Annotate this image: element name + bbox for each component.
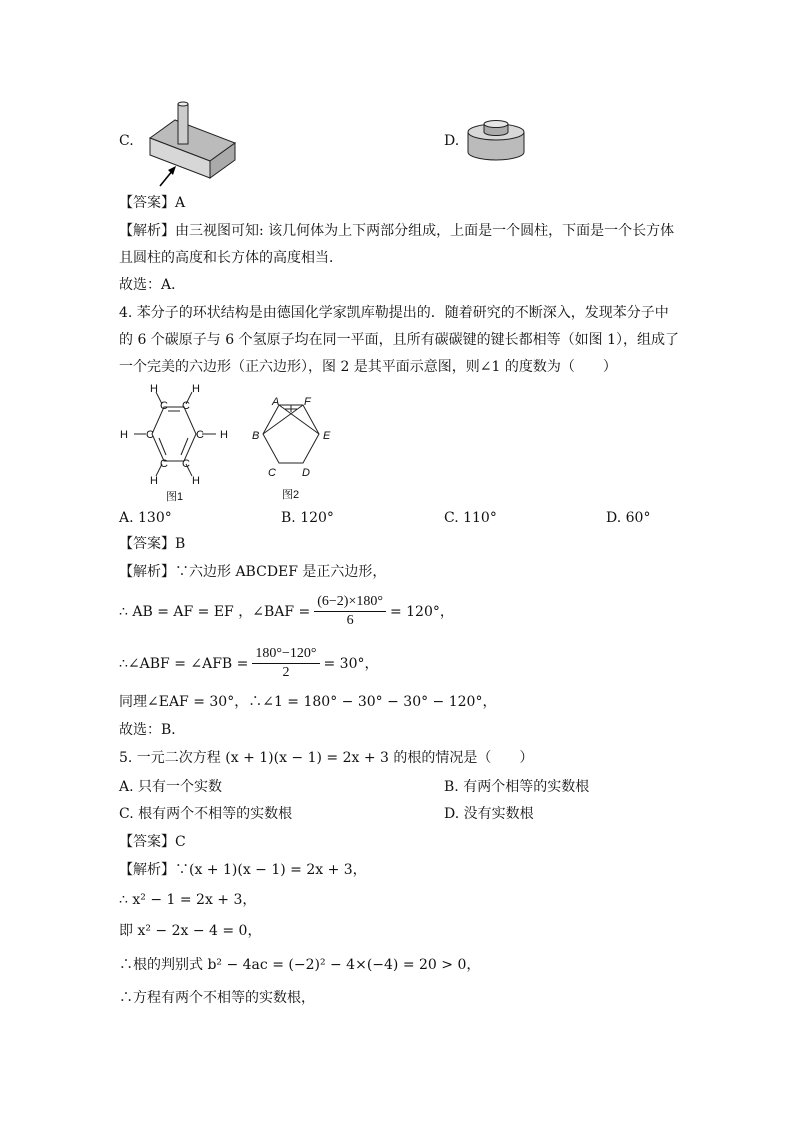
q4-option-b: B. 120° bbox=[281, 510, 334, 526]
q5-stem: 5. 一元二次方程 (x + 1)(x − 1) = 2x + 3 的根的情况是（ ） bbox=[119, 750, 534, 766]
q4-figure2-hexagon bbox=[245, 392, 345, 504]
q3-analysis-line2: 且圆柱的高度和长方体的高度相当． bbox=[119, 250, 343, 266]
figure1-caption: 图1 bbox=[166, 491, 184, 503]
q5-step2: 即 x² − 2x − 4 = 0， bbox=[119, 923, 262, 939]
figure2-caption: 图2 bbox=[282, 489, 300, 501]
q5-analysis-line1: 【解析】∵(x + 1)(x − 1) = 2x + 3， bbox=[119, 862, 367, 878]
q4-stem-line3: 一个完美的六边形（正六边形），图 2 是其平面示意图，则∠1 的度数为（ ） bbox=[119, 359, 617, 375]
q4-answer: 【答案】B bbox=[119, 536, 186, 552]
fig2-label-b: B bbox=[252, 430, 260, 442]
q4-stem-line2: 的 6 个碳原子与 6 个氢原子均在同一平面，且所有碳碳键的键长都相等（如图 1），组成了 bbox=[119, 332, 679, 348]
q5-answer: 【答案】C bbox=[119, 834, 186, 850]
q3-answer: 【答案】A bbox=[119, 195, 186, 211]
q5-option-b: B. 有两个相等的实数根 bbox=[444, 779, 590, 795]
q3-option-c-figure bbox=[140, 98, 240, 190]
benzene-c-4: C bbox=[196, 429, 204, 441]
q3-analysis-line1: 【解析】由三视图可知: 该几何体为上下两部分组成，上面是一个圆柱，下面是一个长方体 bbox=[119, 223, 675, 239]
fig2-label-a: A bbox=[272, 396, 280, 408]
q5-step3: ∴根的判别式 b² − 4ac = (−2)² − 4×(−4) = 20 > 0， bbox=[119, 957, 481, 973]
fig2-label-e: E bbox=[323, 430, 331, 442]
benzene-c-2: C bbox=[182, 400, 190, 412]
q4-figure1-benzene bbox=[116, 380, 236, 505]
q4-step2 bbox=[119, 645, 379, 682]
q4-step1-right: = 120°， bbox=[389, 603, 454, 620]
q4-option-a: A. 130° bbox=[119, 510, 172, 526]
q5-option-a: A. 只有一个实数 bbox=[119, 779, 223, 795]
q4-step3: 同理∠EAF = 30°，∴∠1 = 180° − 30° − 30° − 120°， bbox=[119, 694, 497, 710]
q3-option-c-label: C. bbox=[119, 133, 134, 149]
benzene-h-4: H bbox=[220, 429, 228, 441]
q3-option-d-label: D. bbox=[444, 133, 460, 149]
q5-option-d: D. 没有实数根 bbox=[444, 806, 534, 822]
q4-analysis-line1: 【解析】∵六边形 ABCDEF 是正六边形， bbox=[119, 564, 387, 580]
q4-step2-numerator: 180°−120° bbox=[252, 645, 319, 664]
q4-step2-right: = 30°， bbox=[323, 655, 379, 672]
benzene-c-6: C bbox=[182, 458, 190, 470]
q4-step1-left: ∴ AB = AF = EF ，∠BAF = bbox=[119, 603, 311, 620]
q4-step2-left: ∴∠ABF = ∠AFB = bbox=[119, 655, 249, 672]
benzene-h-2: H bbox=[192, 383, 200, 395]
q5-option-c: C. 根有两个不相等的实数根 bbox=[119, 806, 293, 822]
fig2-label-c: C bbox=[268, 467, 276, 479]
fig2-label-d: D bbox=[302, 467, 310, 479]
q4-step1-numerator: (6−2)×180° bbox=[314, 593, 386, 612]
q5-step4: ∴方程有两个不相等的实数根， bbox=[119, 990, 315, 1006]
q4-stem-line1: 4. 苯分子的环状结构是由德国化学家凯库勒提出的．随着研究的不断深入，发现苯分子中 bbox=[119, 305, 669, 321]
fig2-label-f: F bbox=[304, 396, 311, 408]
benzene-c-5: C bbox=[160, 458, 168, 470]
q5-step1: ∴ x² − 1 = 2x + 3， bbox=[119, 892, 257, 908]
q3-option-d-figure bbox=[466, 118, 526, 164]
q4-step1-denominator: 6 bbox=[346, 613, 354, 628]
q4-step2-denominator: 2 bbox=[282, 665, 290, 680]
q4-step2-fraction bbox=[252, 645, 319, 682]
q4-step1 bbox=[119, 593, 454, 630]
q4-option-d: D. 60° bbox=[606, 510, 651, 526]
benzene-c-1: C bbox=[160, 400, 168, 412]
benzene-h-1: H bbox=[150, 383, 158, 395]
benzene-h-6: H bbox=[192, 475, 200, 487]
benzene-c-3: C bbox=[146, 429, 154, 441]
q4-option-c: C. 110° bbox=[444, 510, 497, 526]
q4-conclusion: 故选：B． bbox=[119, 722, 186, 738]
q4-step1-fraction bbox=[314, 593, 386, 630]
benzene-h-5: H bbox=[150, 475, 158, 487]
q3-conclusion: 故选：A． bbox=[119, 277, 186, 293]
benzene-h-3: H bbox=[120, 429, 128, 441]
